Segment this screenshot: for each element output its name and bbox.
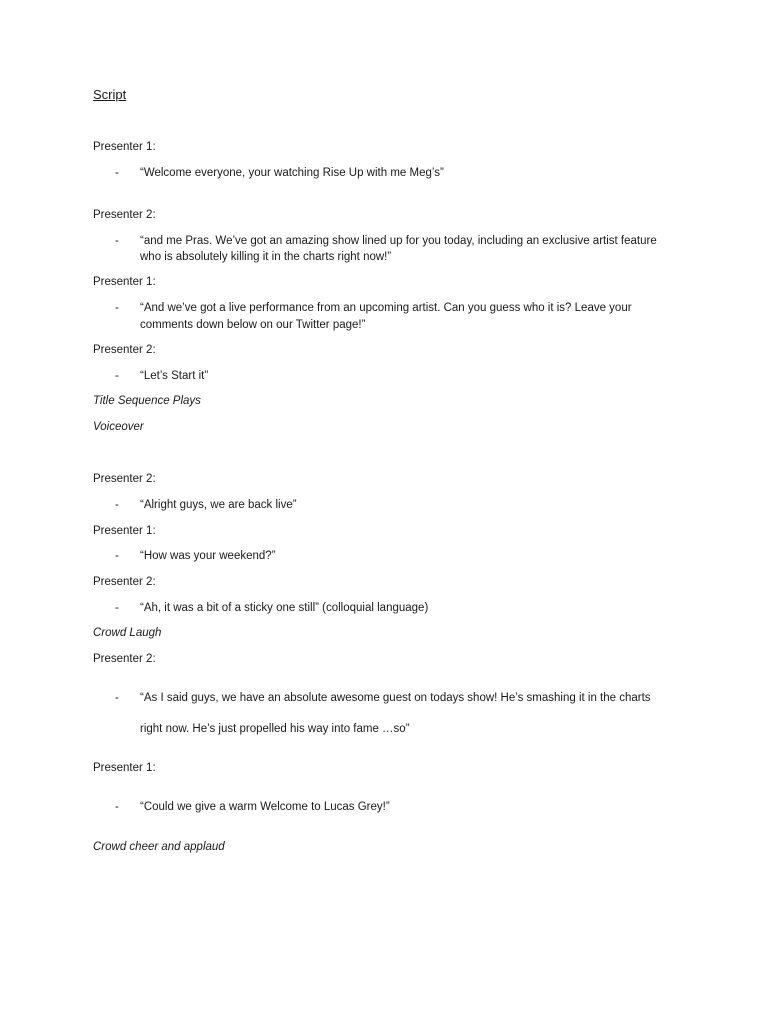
dialogue-line: “How was your weekend?”: [140, 550, 276, 562]
stage-direction: Voiceover: [93, 421, 144, 433]
dialogue-line: who is absolutely killing it in the charts right now!”: [140, 251, 392, 263]
speaker-label: Presenter 2:: [93, 653, 156, 665]
bullet-dash: -: [115, 167, 119, 179]
dialogue-line: comments down below on our Twitter page!”: [140, 319, 366, 331]
speaker-label: Presenter 1:: [93, 762, 156, 774]
bullet-dash: -: [115, 692, 119, 704]
dialogue-line: “Welcome everyone, your watching Rise Up with me Meg’s”: [140, 167, 444, 179]
dialogue-line: “Ah, it was a bit of a sticky one still” (colloquial language): [140, 602, 429, 614]
bullet-dash: -: [115, 370, 119, 382]
speaker-label: Presenter 2:: [93, 344, 156, 356]
dialogue-line: “And we’ve got a live performance from an upcoming artist. Can you guess who it is? Leave your: [140, 302, 632, 314]
dialogue-line: “Let’s Start it”: [140, 370, 209, 382]
speaker-label: Presenter 1:: [93, 141, 156, 153]
dialogue-line: right now. He’s just propelled his way into fame …so”: [140, 723, 410, 735]
dialogue-line: “As I said guys, we have an absolute awesome guest on todays show! He’s smashing it in the charts: [140, 692, 651, 704]
bullet-dash: -: [115, 235, 119, 247]
dialogue-line: “and me Pras. We’ve got an amazing show lined up for you today, including an exclusive artist feature: [140, 235, 657, 247]
speaker-label: Presenter 1:: [93, 525, 156, 537]
speaker-label: Presenter 2:: [93, 576, 156, 588]
dialogue-line: “Could we give a warm Welcome to Lucas Grey!”: [140, 801, 390, 813]
stage-direction: Crowd Laugh: [93, 627, 162, 639]
speaker-label: Presenter 2:: [93, 473, 156, 485]
speaker-label: Presenter 1:: [93, 276, 156, 288]
bullet-dash: -: [115, 550, 119, 562]
speaker-label: Presenter 2:: [93, 209, 156, 221]
stage-direction: Title Sequence Plays: [93, 395, 201, 407]
bullet-dash: -: [115, 801, 119, 813]
bullet-dash: -: [115, 302, 119, 314]
stage-direction: Crowd cheer and applaud: [93, 841, 225, 853]
bullet-dash: -: [115, 602, 119, 614]
dialogue-line: “Alright guys, we are back live”: [140, 499, 297, 511]
document-title: Script: [93, 87, 127, 102]
bullet-dash: -: [115, 499, 119, 511]
